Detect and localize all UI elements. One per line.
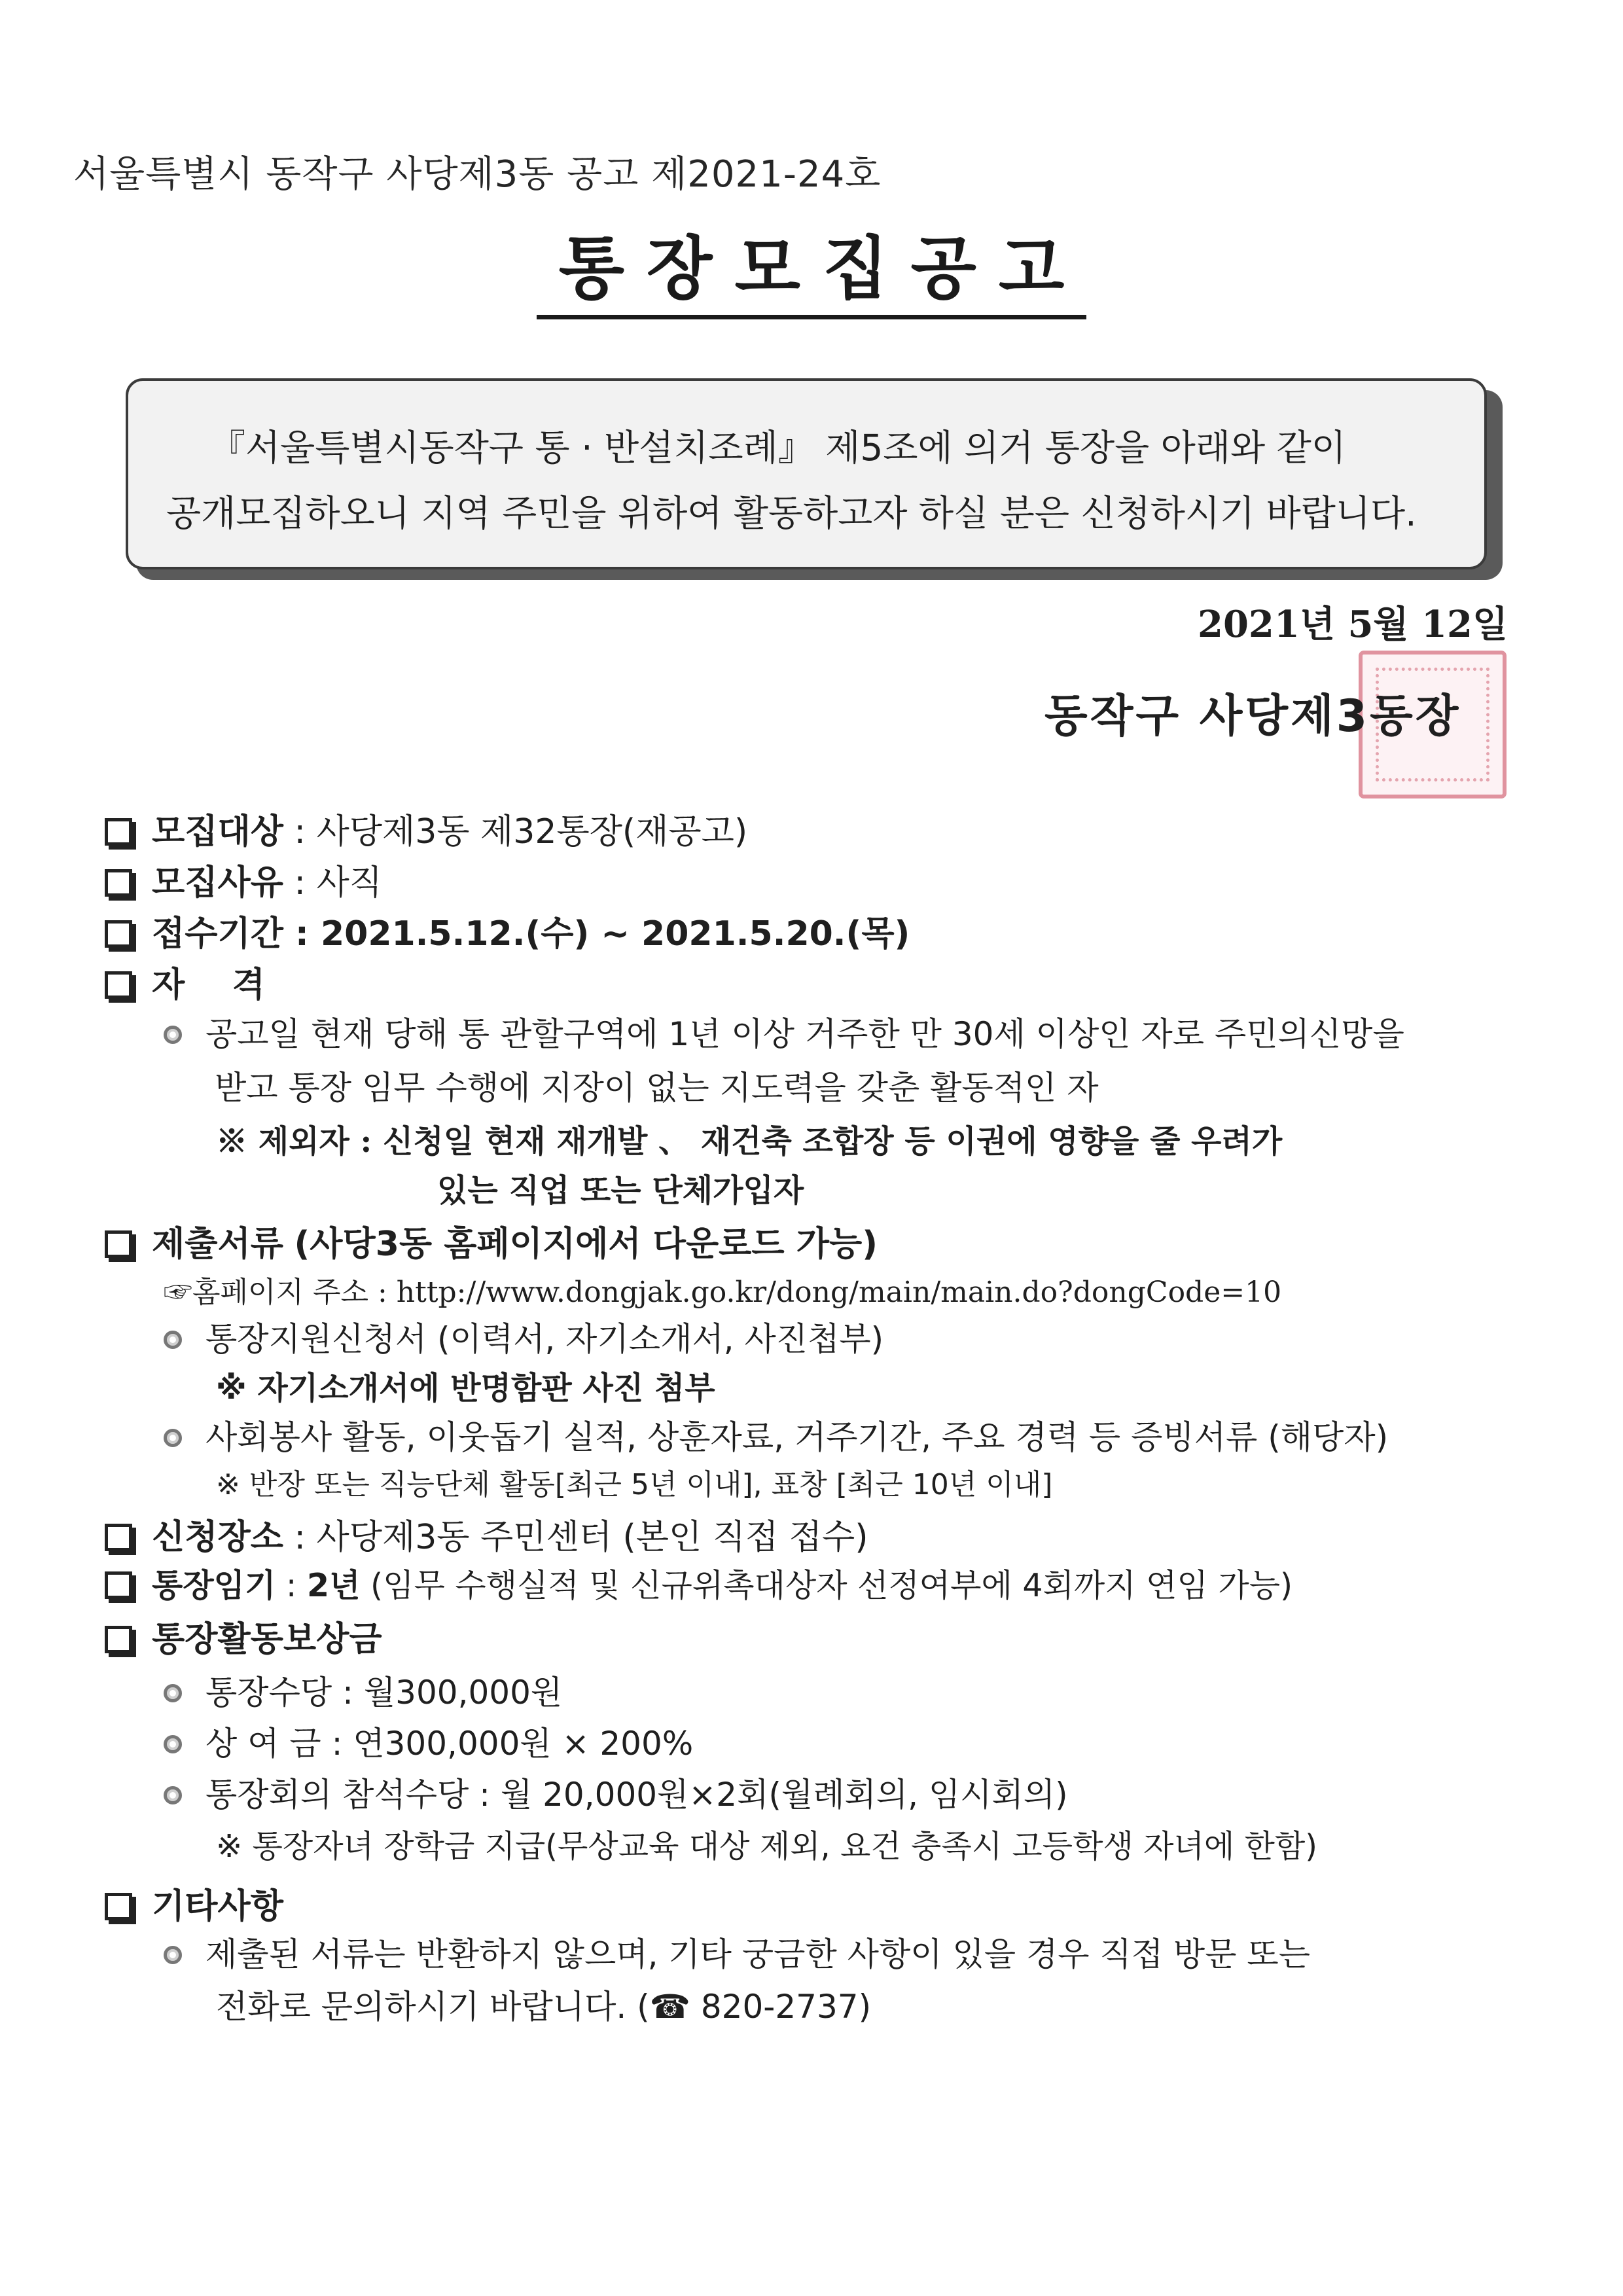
section-recruit-target: 모집대상 : 사당제3동 제32통장(재공고): [105, 804, 747, 853]
circle-bullet-icon: [164, 1684, 182, 1702]
documents-text-2: 사회봉사 활동, 이웃돕기 실적, 상훈자료, 거주기간, 주요 경력 등 증빙서류 (해당자): [205, 1418, 1389, 1456]
circle-bullet-icon: [164, 1946, 182, 1964]
qualification-text-2: 받고 통장 임무 수행에 지장이 없는 지도력을 갖춘 활동적인 자: [215, 1069, 1099, 1107]
section-label: 기타사항: [152, 1887, 283, 1926]
circle-bullet-icon: [164, 1331, 182, 1349]
checkbox-square-icon: [105, 1230, 132, 1258]
page-title-text: 통장모집공고: [537, 228, 1087, 319]
notice-box: [126, 378, 1487, 569]
section-compensation: [105, 1611, 382, 1660]
checkbox-square-icon: [105, 869, 132, 897]
checkbox-square-icon: [105, 818, 132, 846]
circle-bullet-icon: [164, 1735, 182, 1753]
section-value: 2021.5.12.(수) ~ 2021.5.20.(목): [320, 914, 910, 954]
documents-item-1: [164, 1313, 883, 1360]
checkbox-square-icon: [105, 1524, 132, 1551]
exclusion-note-2: 있는 직업 또는 단체가입자: [437, 1172, 804, 1209]
section-recruit-reason: 모집사유 : 사직: [105, 855, 382, 904]
section-value: 사직: [316, 863, 382, 903]
intro-line-2: 공개모집하오니 지역 주민을 위하여 활동하고자 하실 분은 신청하시기 바랍니다.: [166, 492, 1417, 534]
checkbox-square-icon: [105, 920, 132, 948]
notice-date: 2021년 5월 12일: [1198, 603, 1508, 646]
section-label: 통장활동보상금: [152, 1620, 382, 1659]
section-label: 모집대상: [152, 812, 283, 852]
intro-line-1: 『서울특별시동작구 통 · 반설치조례』 제5조에 의거 통장을 아래와 같이: [209, 427, 1346, 469]
section-value: 사당제3동 주민센터 (본인 직접 접수): [316, 1518, 868, 1557]
compensation-text-3: 통장회의 참석수당 : 월 20,000원×2회(월례회의, 임시회의): [205, 1776, 1068, 1814]
notice-number: 서울특별시 동작구 사당제3동 공고 제2021-24호: [73, 153, 882, 196]
section-value-bold: 2년: [307, 1567, 361, 1604]
section-period: 접수기간 : 2021.5.12.(수) ~ 2021.5.20.(목): [105, 906, 910, 955]
documents-note-2: ※ 반장 또는 직능단체 활동[최근 5년 이내], 표창 [최근 10년 이내]: [216, 1468, 1053, 1501]
section-etc: [105, 1878, 283, 1928]
compensation-item-3: [164, 1768, 1068, 1816]
circle-bullet-icon: [164, 1429, 182, 1447]
section-qualification: [105, 957, 265, 1006]
page-title: [0, 213, 1623, 312]
section-term: 통장임기 : 2년 (임무 수행실적 및 신규위촉대상자 선정여부에 4회까지 연임 가능): [105, 1560, 1293, 1606]
qualification-text-1: 공고일 현재 당해 통 관할구역에 1년 이상 거주한 만 30세 이상인 자로 주민의신망을: [205, 1015, 1404, 1053]
section-label: 자 격: [152, 965, 265, 1005]
circle-bullet-icon: [164, 1786, 182, 1804]
compensation-note: ※ 통장자녀 장학금 지급(무상교육 대상 제외, 요건 충족시 고등학생 자녀에 한함): [216, 1828, 1317, 1865]
section-label: 모집사유: [152, 863, 283, 903]
compensation-item-2: [164, 1717, 693, 1765]
checkbox-square-icon: [105, 971, 132, 999]
documents-item-2: [164, 1411, 1388, 1458]
section-place: 신청장소 : 사당제3동 주민센터 (본인 직접 접수): [105, 1509, 868, 1558]
compensation-item-1: [164, 1666, 562, 1713]
homepage-address: ☞홈페이지 주소 : http://www.dongjak.go.kr/dong/main/main.do?dongCode=10: [164, 1276, 1282, 1309]
checkbox-square-icon: [105, 1893, 132, 1920]
etc-item-1: [164, 1928, 1310, 1975]
documents-note-1: ※ 자기소개서에 반명함판 사진 첨부: [216, 1370, 715, 1407]
etc-text-2: 전화로 문의하시기 바랍니다. (☎ 820-2737): [216, 1988, 872, 2026]
section-value: (임무 수행실적 및 신규위촉대상자 선정여부에 4회까지 연임 가능): [370, 1567, 1293, 1604]
section-label: 제출서류: [152, 1225, 283, 1264]
checkbox-square-icon: [105, 1626, 132, 1653]
section-documents: [105, 1216, 878, 1265]
etc-text-1: 제출된 서류는 반환하지 않으며, 기타 궁금한 사항이 있을 경우 직접 방문 또는: [205, 1935, 1311, 1973]
issuer-name: 동작구 사당제3동장: [1044, 691, 1461, 742]
section-label: 접수기간: [152, 914, 283, 954]
exclusion-note-1: ※ 제외자 : 신청일 현재 재개발 、 재건축 조합장 등 이권에 영향을 줄 우려가: [216, 1123, 1283, 1160]
section-label: 통장임기: [152, 1567, 276, 1604]
section-label-note: (사당3동 홈페이지에서 다운로드 가능): [294, 1225, 878, 1264]
compensation-text-2: 상 여 금 : 연300,000원 × 200%: [205, 1725, 694, 1763]
compensation-text-1: 통장수당 : 월300,000원: [205, 1674, 563, 1712]
qualification-item-1: [164, 1008, 1404, 1055]
checkbox-square-icon: [105, 1571, 132, 1599]
documents-text-1: 통장지원신청서 (이력서, 자기소개서, 사진첩부): [205, 1320, 884, 1358]
circle-bullet-icon: [164, 1026, 182, 1044]
section-label: 신청장소: [152, 1518, 283, 1557]
section-value: 사당제3동 제32통장(재공고): [316, 812, 748, 852]
